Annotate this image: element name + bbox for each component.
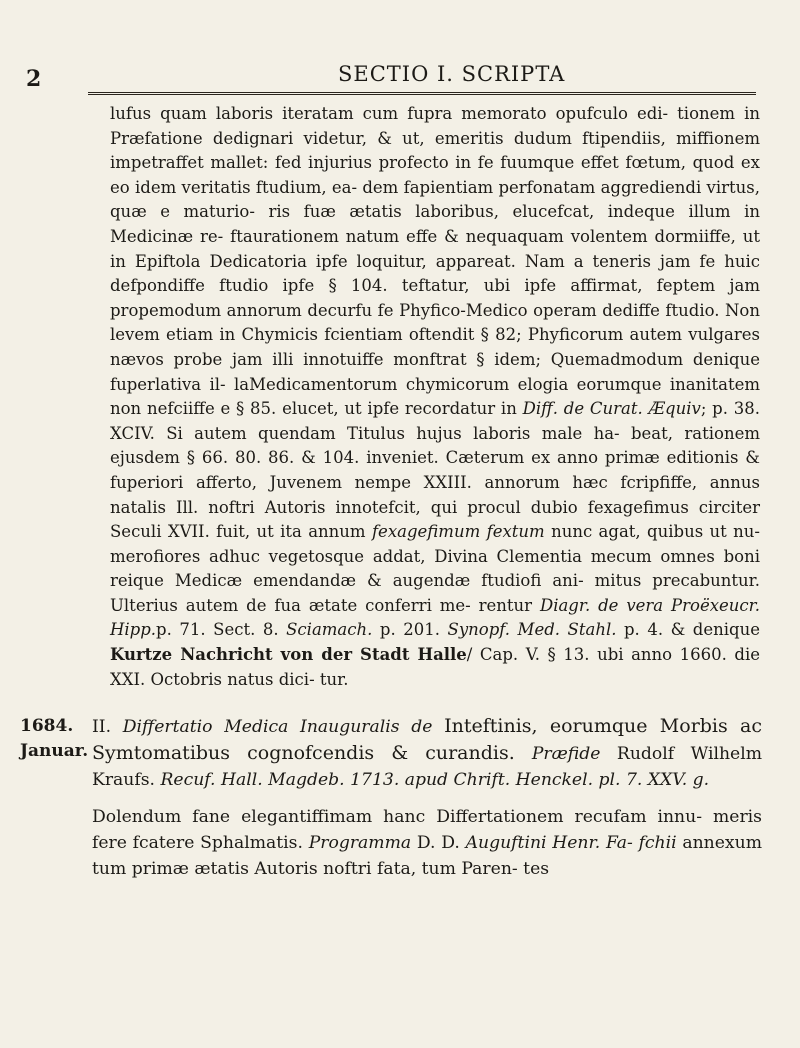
text-run: de — [399, 717, 445, 737]
text-run: lufus quam laboris iteratam cum fupra memorato opufculo edi- tionem in Præfatione dedignari videtur, & ut, emeritis dudum ftipendiis, miffionem impetraffet mallet: fed injurius profecto in fe fuumque effet fœtum, quod ex eo idem veritatis ftudium, ea- dem fapientiam perfonatam aggrediendi virtus, quæ e maturio- ris fuæ ætatis laboribus, elucefcat, indeque illum in Medicinæ re- ftaurationem natum effe & nequaquam volentem dormiiffe, ut in Epiftola Dedicatoria ipfe loquitur, appareat. Nam a teneris jam fe huic defpondiffe ftudio ipfe § 104. teftatur, ubi ipfe affirmat, feptem jam propemodum annorum decurfu fe Phyfico-Medico operam dediffe ftudio. Non levem etiam in Chymicis fcientiam oftendit § 82; Phyficorum autem vulgares nævos probe jam illi innotuiffe monftrat § idem; Quemadmodum denique fuperlativa il- laMedicamentorum chymicorum elogia eorumque inanitatem non nefciiffe e § 85. elucet, ut ipfe recordatur in — [110, 104, 760, 419]
text-run: p. 71. Sect. 8. — [156, 620, 287, 640]
citation-synopsis: Synopf. Med. Stahl. — [447, 620, 617, 640]
emphasis-sexagesimum: fexagefimum fextum — [371, 522, 545, 542]
entry-title: Differtatio Medica Inauguralis — [122, 717, 400, 737]
entry-commentary — [92, 805, 762, 882]
entry-number: II. — [92, 717, 123, 737]
bibliography-entry — [20, 714, 762, 883]
citation-diagr: Diagr. de vera Proëxeucr. Hipp. — [110, 595, 760, 640]
citation-diff: Diff. de Curat. Æquiv — [522, 399, 701, 419]
page-header — [20, 60, 760, 94]
text-run: nunc agat, quibus ut nu- merofiores adhuc vegetosque addat, Divina Clementia mecum omnes boni reique Medicæ emendandæ & augendæ ftudiofi ani- mitus precabuntur. Ulterius autem de fua ætate conferri me- rentur — [110, 522, 761, 615]
header-rule — [88, 92, 756, 95]
margin-year: 1684. — [20, 716, 74, 736]
entry-text — [92, 714, 762, 883]
programma-label: Programma — [308, 833, 412, 854]
author-fasch: Auguftini Henr. Fa- fchii — [465, 833, 677, 854]
entry-imprint: Recuf. Hall. Magdeb. 1713. apud Chrift. Henckel. pl. 7. XXV. g. — [160, 769, 710, 790]
text-run: Dolendum fane elegantiffimam hanc Differtationem recufam innu- meris fere fcatere Sphalmatis. — [92, 807, 762, 854]
entry-margin-date — [20, 714, 92, 764]
citation-sciamach: Sciamach. — [286, 620, 373, 640]
entry-subject: Inteftinis, eorumque Morbis ac Symtomatibus cognofcendis & curandis. — [92, 715, 763, 764]
running-title: SECTIO I. SCRIPTA — [338, 62, 566, 86]
paragraph-text — [110, 102, 760, 692]
text-run: annexum tum primæ ætatis Autoris noftri fata, tum Paren- tes — [92, 833, 762, 879]
blackletter-title: Kurtze Nachricht von der Stadt Halle — [110, 645, 467, 665]
text-run: / Cap. V. § 13. ubi anno 1660. die XXI. Octobris natus dici- tur. — [110, 645, 760, 689]
page-number: 2 — [26, 66, 42, 92]
text-run: ; p. 38. XCIV. Si autem quendam Titulus hujus laboris male ha- beat, rationem ejusdem § 66. 80. 86. & 104. inveniet. Cæterum ex anno primæ editionis & fuperiori afferto, Juvenem nempe XXIII. annorum hæc fcripfiffe, annus natalis Ill. noftri Autoris innotefcit, qui procul dubio fexagefimus circiter Seculi XVII. fuit, ut ita annum — [110, 399, 760, 542]
margin-month: Januar. — [20, 741, 89, 761]
entry-citation — [92, 714, 762, 793]
text-run: p. 4. & denique — [616, 620, 760, 640]
text-run: D. D. — [411, 833, 466, 854]
continued-paragraph — [110, 102, 760, 692]
text-run: p. 201. — [372, 620, 448, 640]
praeside-label: Præfide — [531, 743, 601, 764]
praeses-name: Rudolf Wilhelm Kraufs. — [92, 743, 762, 790]
